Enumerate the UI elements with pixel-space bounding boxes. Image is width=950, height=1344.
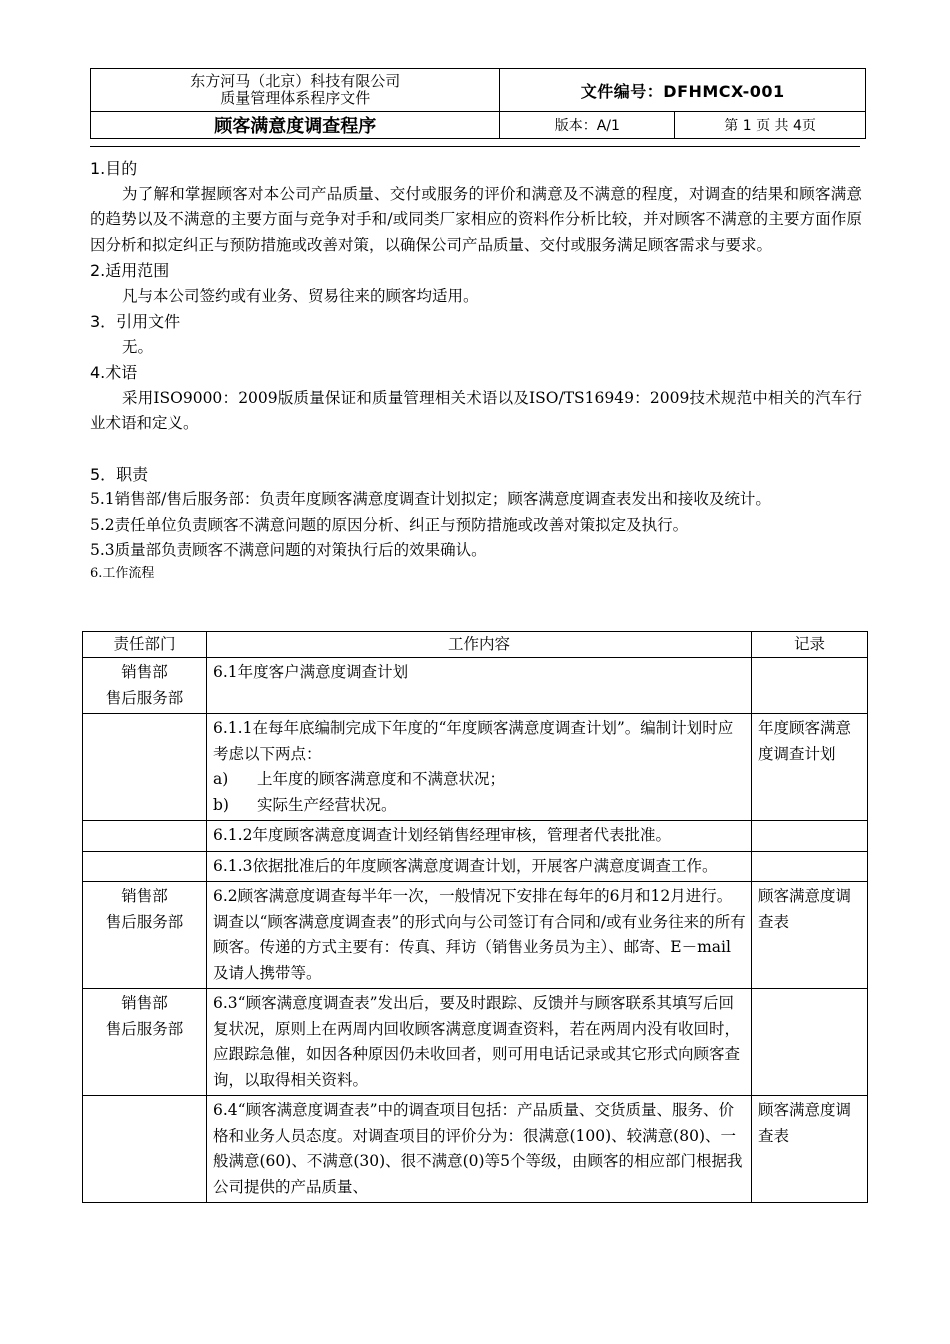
dept-service: 售后服务部: [105, 688, 184, 707]
document-header: [90, 68, 866, 139]
system-name: 质量管理体系程序文件: [220, 89, 371, 107]
table-row: [83, 821, 868, 852]
workflow-table: [82, 631, 868, 1203]
dept-cell: [83, 821, 207, 852]
version-label: 版本：A/1: [500, 112, 675, 139]
table-row: [83, 851, 868, 882]
dept-cell: [83, 989, 207, 1096]
table-row: [83, 882, 868, 989]
content-cell: 6.2顾客满意度调查每半年一次，一般情况下安排在每年的6月和12月进行。调查以“顾客满意度调查表”的形式向与公司签订有合同和/或有业务往来的所有顾客。传递的方式主要有：传真、拜访（销售业务员为主）、邮寄、E－mail及请人携带等。: [207, 882, 752, 989]
document-number: 文件编号：DFHMCX-001: [500, 69, 866, 112]
section-4-title: 4.术语: [90, 363, 138, 382]
section-5-3: 5.3质量部负责顾客不满意问题的对策执行后的效果确认。: [90, 541, 487, 559]
content-text: 6.1.1在每年底编制完成下年度的“年度顾客满意度调查计划”。编制计划时应考虑以下两点：: [213, 719, 734, 763]
company-cell: [91, 69, 500, 112]
record-cell: 顾客满意度调查表: [752, 1096, 868, 1203]
dept-service: 售后服务部: [105, 1019, 184, 1038]
dept-sales: 销售部: [121, 887, 168, 905]
document-title: 顾客满意度调查程序: [91, 112, 500, 139]
record-cell: [752, 851, 868, 882]
document-body: [90, 156, 862, 584]
dept-sales: 销售部: [121, 994, 168, 1012]
spacer: [90, 437, 862, 462]
content-cell: 6.1.3依据批准后的年度顾客满意度调查计划，开展客户满意度调查工作。: [207, 851, 752, 882]
section-2-title: 2.适用范围: [90, 261, 170, 280]
dept-cell: [83, 658, 207, 714]
section-3-title: 3．引用文件: [90, 312, 181, 331]
section-4-text: 采用ISO9000：2009版质量保证和质量管理相关术语以及ISO/TS16949：2009技术规范中相关的汽车行业术语和定义。: [90, 388, 862, 432]
list-marker: a): [213, 770, 229, 788]
page-indicator: 第 1 页 共 4页: [675, 112, 866, 139]
record-cell: 顾客满意度调查表: [752, 882, 868, 989]
dept-cell: [83, 882, 207, 989]
section-3-text: 无。: [122, 337, 154, 356]
col-header-record: 记录: [752, 632, 868, 658]
header-rule: [90, 146, 860, 147]
section-2-text: 凡与本公司签约或有业务、贸易往来的顾客均适用。: [122, 286, 479, 305]
dept-cell: [83, 714, 207, 821]
table-row: [83, 658, 868, 714]
col-header-content: 工作内容: [207, 632, 752, 658]
table-row: [83, 1096, 868, 1203]
col-header-dept: 责任部门: [83, 632, 207, 658]
record-cell: 年度顾客满意度调查计划: [752, 714, 868, 821]
content-cell: [207, 714, 752, 821]
table-row: [83, 714, 868, 821]
content-cell: 6.3“顾客满意度调查表”发出后，要及时跟踪、反馈并与顾客联系其填写后回复状况，原则上在两周内回收顾客满意度调查资料，若在两周内没有收回时，应跟踪急催，如因各种原因仍未收回者，则可用电话记录或其它形式向顾客查询，以取得相关资料。: [207, 989, 752, 1096]
table-header-row: [83, 632, 868, 658]
dept-sales: 销售部: [121, 663, 168, 681]
list-marker: b): [213, 795, 229, 814]
section-5-title: 5．职责: [90, 464, 149, 484]
list-text: 上年度的顾客满意度和不满意状况；: [257, 770, 506, 788]
record-cell: [752, 989, 868, 1096]
content-cell: 6.1.2年度顾客满意度调查计划经销售经理审核，管理者代表批准。: [207, 821, 752, 852]
dept-cell: [83, 851, 207, 882]
section-1-text: 为了解和掌握顾客对本公司产品质量、交付或服务的评价和满意及不满意的程度，对调查的结果和顾客满意的趋势以及不满意的主要方面与竞争对手和/或同类厂家相应的资料作分析比较，并对顾客不满意的主要方面作原因分析和拟定纠正与预防措施或改善对策，以确保公司产品质量、交付或服务满足顾客需求与要求。: [90, 184, 862, 254]
content-cell: 6.4“顾客满意度调查表”中的调查项目包括：产品质量、交货质量、服务、价格和业务人员态度。对调查项目的评价分为：很满意(100)、较满意(80)、一般满意(60)、不满意(30)、很不满意(0)等5个等级，由顾客的相应部门根据我公司提供的产品质量、: [207, 1096, 752, 1203]
list-item: [213, 767, 746, 793]
section-1-title: 1.目的: [90, 159, 138, 178]
company-name: 东方河马（北京）科技有限公司: [190, 72, 401, 90]
record-cell: [752, 658, 868, 714]
section-6-title: 6.工作流程: [90, 565, 155, 581]
section-5-1: 5.1销售部/售后服务部：负责年度顾客满意度调查计划拟定；顾客满意度调查表发出和接收及统计。: [90, 490, 771, 508]
list-text: 实际生产经营状况。: [257, 795, 397, 814]
list-item: [213, 793, 746, 819]
dept-service: 售后服务部: [105, 912, 184, 931]
table-row: [83, 989, 868, 1096]
record-cell: [752, 821, 868, 852]
content-cell: 6.1年度客户满意度调查计划: [207, 658, 752, 714]
section-5-2: 5.2责任单位负责顾客不满意问题的原因分析、纠正与预防措施或改善对策拟定及执行。: [90, 515, 689, 534]
dept-cell: [83, 1096, 207, 1203]
